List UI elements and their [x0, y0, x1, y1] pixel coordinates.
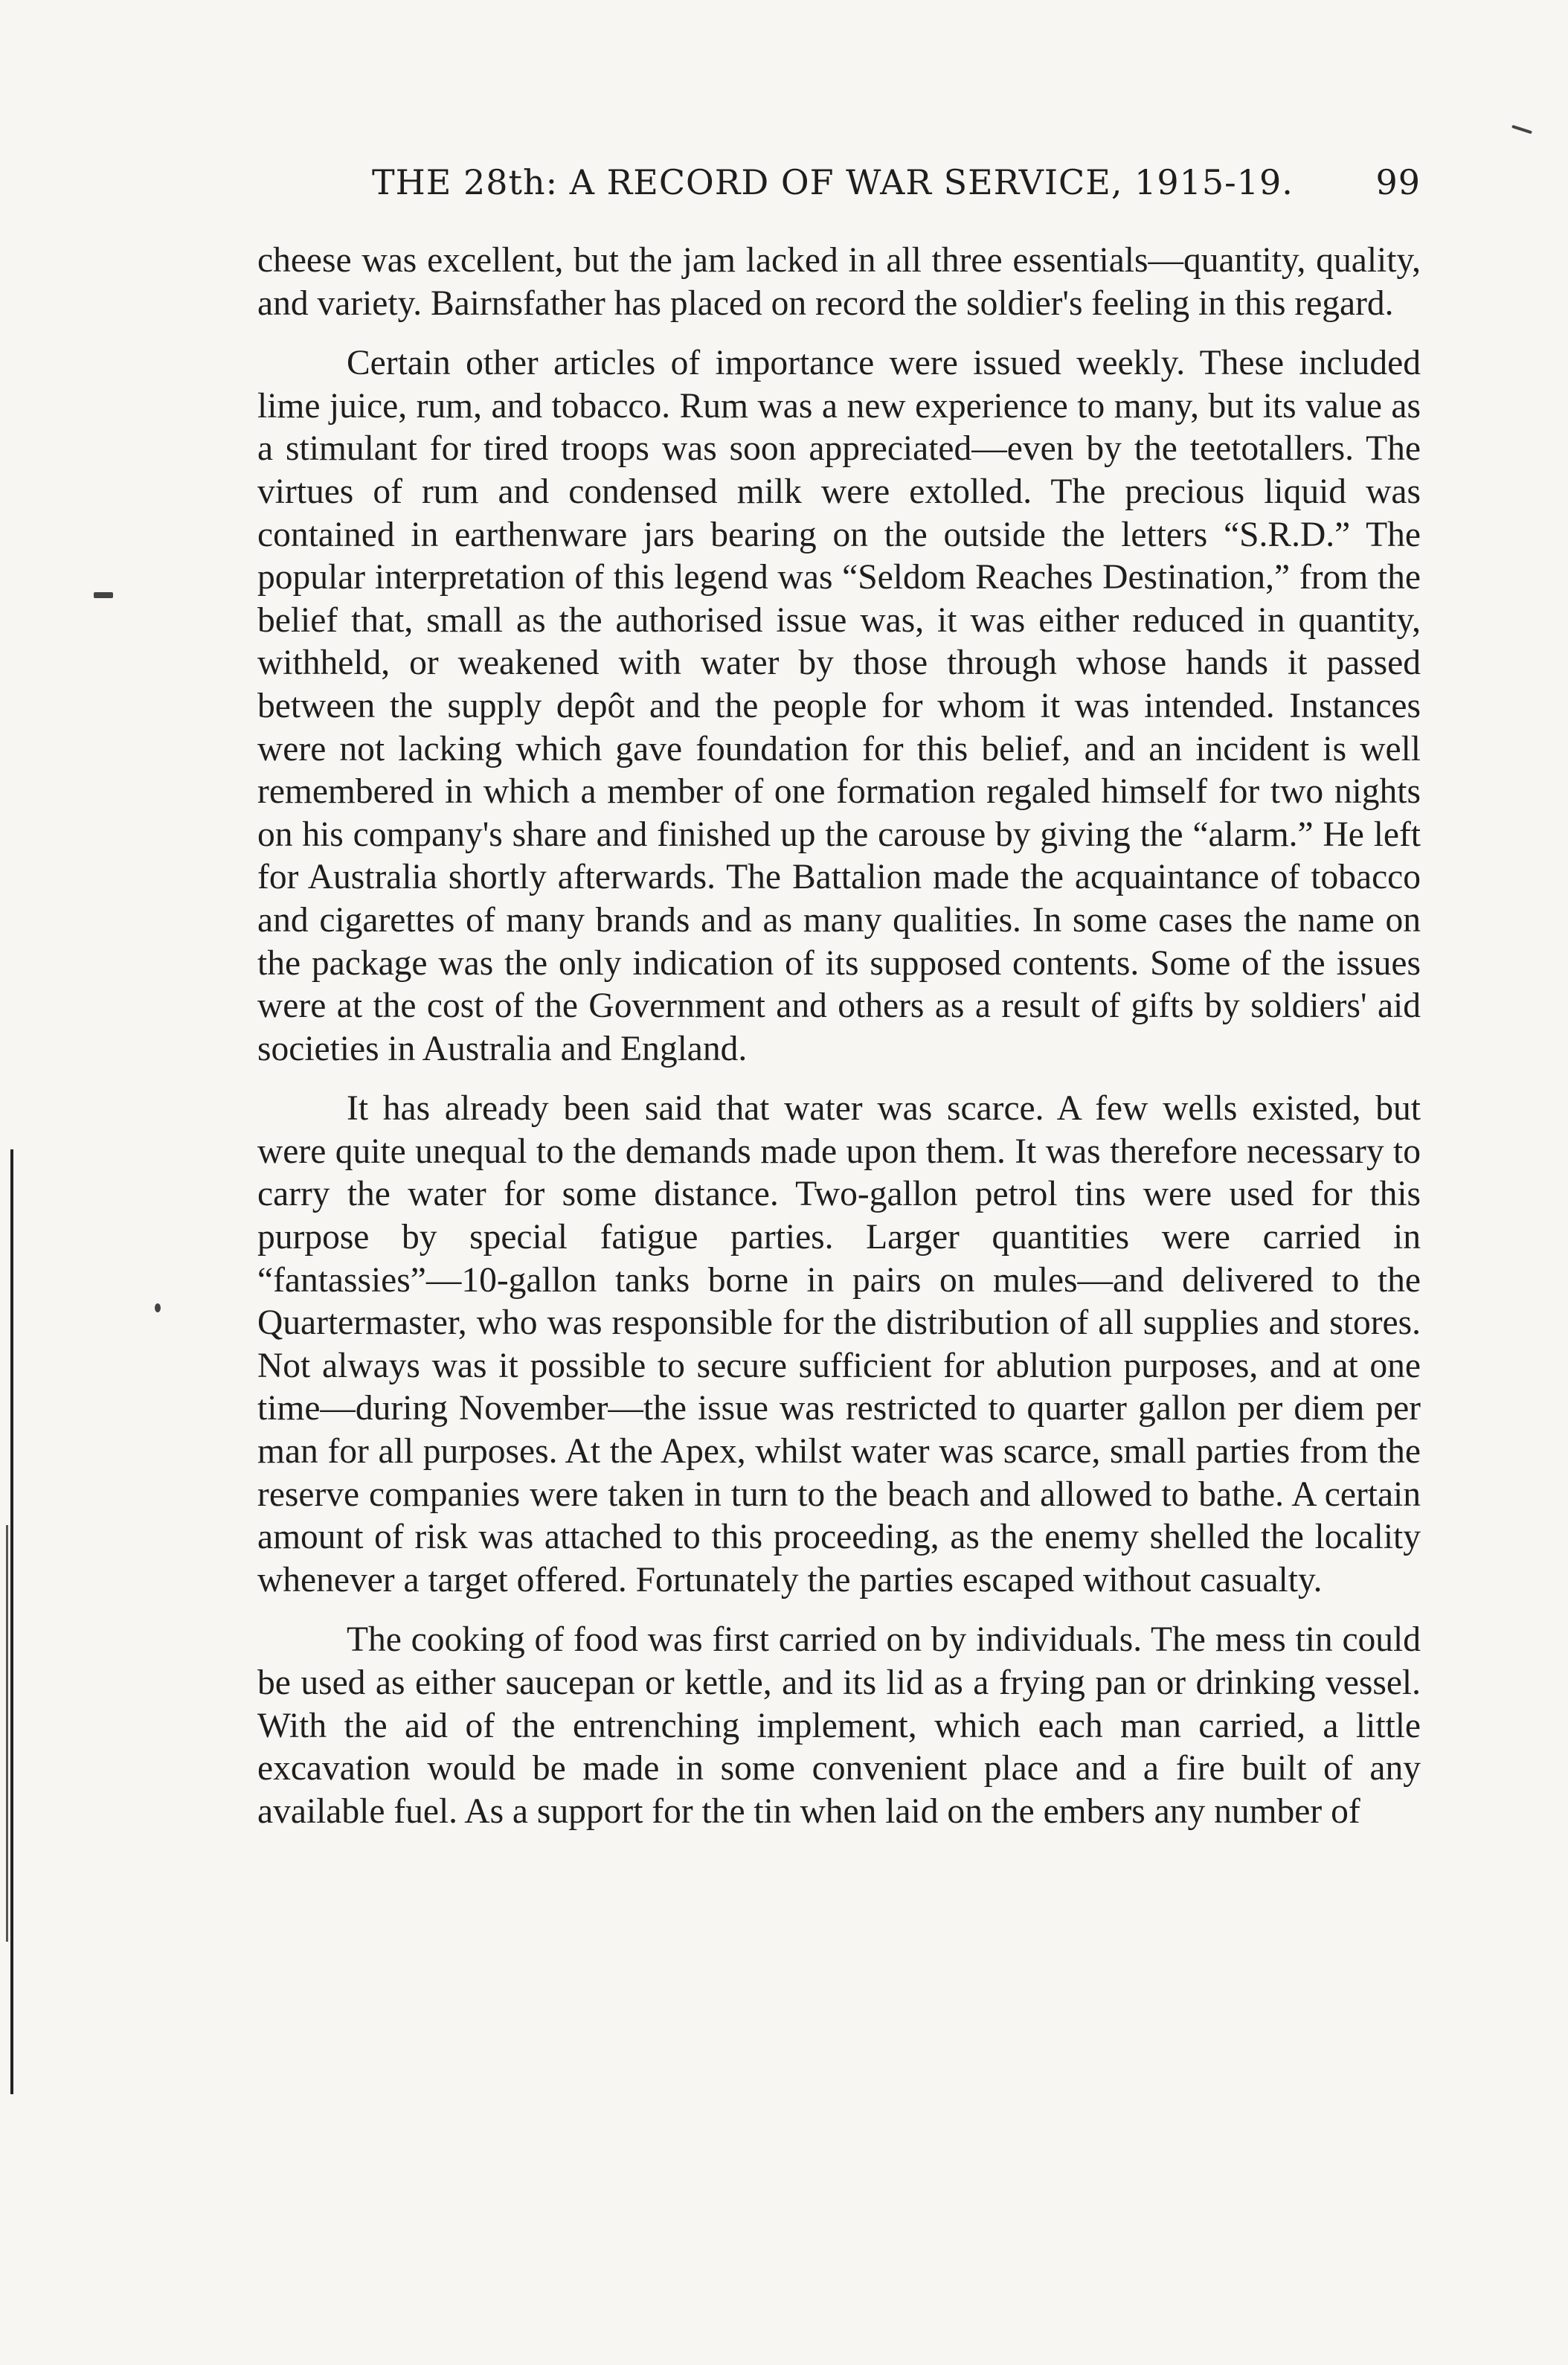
scan-speck: [1511, 125, 1532, 134]
scan-speck: [155, 1303, 161, 1312]
running-title: THE 28th: A RECORD OF WAR SERVICE, 1915-19.: [372, 162, 1294, 202]
paragraph: cheese was excellent, but the jam lacked in all three essentials—quantity, quality, and variety. Bairnsfather has placed on record the soldier's feeling in this regard.: [257, 241, 1421, 323]
scan-speck: [94, 592, 113, 598]
body-text: [257, 240, 1421, 1850]
left-binding-edge-shadow: [6, 1525, 8, 1942]
running-header: [364, 156, 1421, 208]
paragraph: It has already been said that water was scarce. A few wells existed, but were quite unequal to the demands made upon them. It was therefore necessary to carry the water for some distance. Two-gallon petrol tins were used for this purpose by special fatigue parties. Larger quantities were carried in “fantassies”—10-gallon tanks borne in pairs on mules—and delivered to the Quartermaster, who was responsible for the distribution of all supplies and stores. Not always was it possible to secure sufficient for ablution purposes, and at one time—during November—the issue was restricted to quarter gallon per diem per man for all purposes. At the Apex, whilst water was scarce, small parties from the reserve companies were taken in turn to the beach and allowed to bathe. A certain amount of risk was attached to this proceeding, as the enemy shelled the locality whenever a target offered. Fortunately the parties escaped without casualty.: [257, 1089, 1421, 1599]
left-binding-edge: [10, 1149, 13, 2094]
page-number: 99: [1375, 162, 1421, 202]
paragraph: Certain other articles of importance were issued weekly. These included lime juice, rum, and tobacco. Rum was a new experience to many, but its value as a stimulant for tired troops was soon appreciated—even by the teetotallers. The virtues of rum and condensed milk were extolled. The precious liquid was contained in earthenware jars bearing on the outside the letters “S.R.D.” The popular interpretation of this legend was “Seldom Reaches Destination,” from the belief that, small as the authorised issue was, it was either reduced in quantity, withheld, or weakened with water by those through whose hands it passed between the supply depôt and the people for whom it was intended. Instances were not lacking which gave foundation for this belief, and an incident is well remembered in which a member of one formation regaled himself for two nights on his company's share and finished up the carouse by giving the “alarm.” He left for Australia shortly afterwards. The Battalion made the acquaintance of tobacco and cigarettes of many brands and as many qualities. In some cases the name on the package was the only indication of its supposed contents. Some of the issues were at the cost of the Government and others as a result of gifts by soldiers' aid societies in Australia and England.: [257, 344, 1421, 1068]
paragraph: The cooking of food was first carried on by individuals. The mess tin could be used as either saucepan or kettle, and its lid as a frying pan or drinking vessel. With the aid of the entrenching implement, which each man carried, a little excavation would be made in some convenient place and a fire built of any available fuel. As a support for the tin when laid on the embers any number of: [257, 1620, 1421, 1831]
